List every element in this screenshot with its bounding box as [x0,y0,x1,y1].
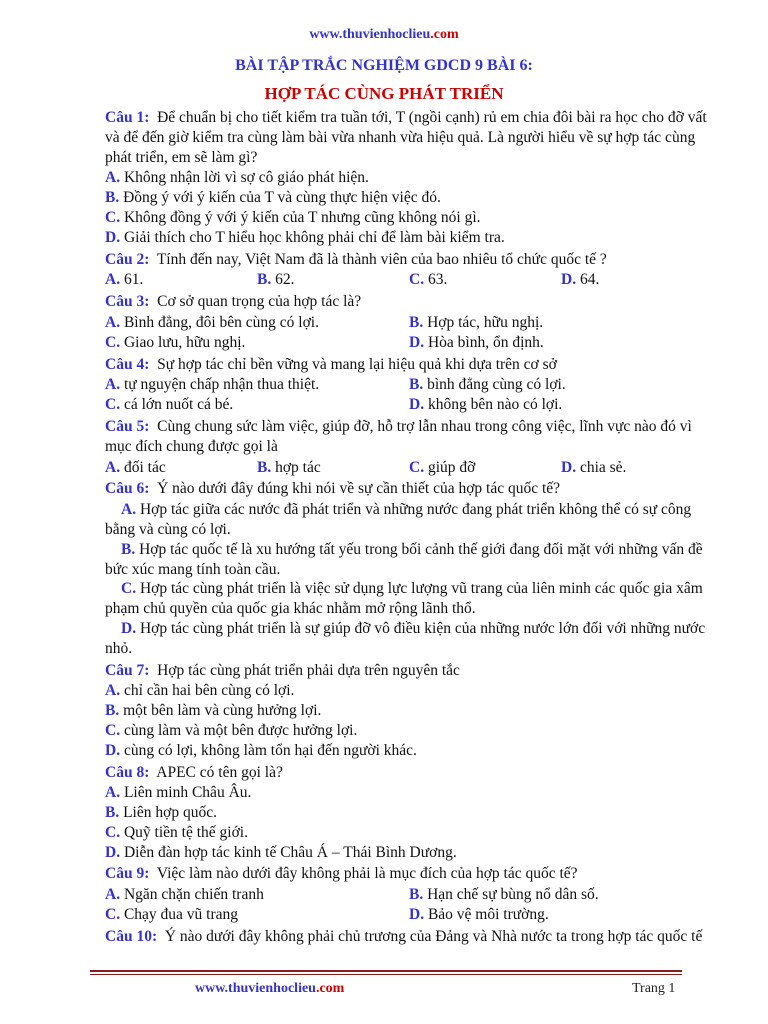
option-4b: B. bình đẳng cùng có lợi. [409,376,566,394]
option-1d: D. Giải thích cho T hiểu học không phải chỉ để làm bài kiểm tra. [105,228,505,246]
question-text: Để chuẩn bị cho tiết kiểm tra tuần tới, T (ngồi cạnh) rủ em chia đôi bài ra học cho đỡ vất và để đến giờ kiểm tra cùng làm bài vừa nhanh vừa hiệu quả. Là người hiểu về sự hợp tác cùng phát triển, em sẽ làm gì? [105,109,707,166]
option-1c: C. Không đồng ý với ý kiến của T nhưng cũng không nói gì. [105,208,481,226]
footer-site-link[interactable] [195,981,344,997]
question-number: Câu 6: [105,480,150,498]
document-subtitle: HỢP TÁC CÙNG PHÁT TRIỂN [264,84,504,103]
option-3c: C. Giao lưu, hữu nghị. [105,333,246,351]
question-number: Câu 4: [105,355,150,373]
question-text: APEC có tên gọi là? [156,763,283,781]
option-6d: D. Hợp tác cùng phát triển là sự giúp đỡ vô điều kiện của những nước lớn đối với những nước nhỏ. [105,619,706,657]
option-9a: A. Ngăn chặn chiến tranh [105,886,264,904]
option-9d: D. Bảo vệ môi trường. [409,906,549,924]
option-7d: D. cùng có lợi, không làm tổn hại đến người khác. [105,741,417,759]
option-8a: A. Liên minh Châu Âu. [105,784,252,802]
option-5b: B. hợp tác [257,458,321,476]
option-3a: A. Bình đẳng, đôi bên cùng có lợi. [105,313,319,331]
question-text: Ý nào dưới đây không phải chủ trương của Đảng và Nhà nước ta trong hợp tác quốc tế [164,927,703,945]
options-row-4b [105,395,717,415]
option-1a: A. Không nhận lời vì sợ cô giáo phát hiện. [105,169,369,187]
question-list [105,108,717,948]
document-title: BÀI TẬP TRẮC NGHIỆM GDCD 9 BÀI 6: [235,57,533,74]
question-number: Câu 8: [105,763,150,781]
option-1b: B. Đồng ý với ý kiến của T và cùng thực hiện việc đó. [105,189,441,207]
question-2 [105,250,717,270]
option-2a: A. 61. [105,271,144,289]
option-2b: B. 62. [257,271,295,289]
question-number: Câu 5: [105,417,150,435]
option-7c: C. cùng làm và một bên được hưởng lợi. [105,721,358,739]
question-10 [105,927,717,947]
option-5c: C. giúp đỡ [409,458,476,476]
footer-site-main: www.thuvienhoclieu [195,981,316,996]
option-9c: C. Chạy đua vũ trang [105,906,239,924]
options-row-3a [105,313,717,333]
options-row-3b [105,333,717,353]
question-text: Tính đến nay, Việt Nam đã là thành viên của bao nhiêu tổ chức quốc tế ? [156,250,607,268]
question-number: Câu 3: [105,293,150,311]
page-number: Trang 1 [632,981,676,996]
option-8c: C. Quỹ tiền tệ thế giới. [105,823,248,841]
option-7a: A. chỉ cần hai bên cùng có lợi. [105,682,295,700]
options-row-5 [105,458,717,478]
question-5 [105,417,717,457]
option-4d: D. không bên nào có lợi. [409,396,563,414]
option-6b: B. Hợp tác quốc tế là xu hướng tất yếu trong bối cảnh thế giới đang đối mặt với những vấn đề bức xúc mang tính toàn cầu. [105,540,703,578]
question-8 [105,763,717,783]
options-row-9b [105,905,717,925]
question-7 [105,661,717,681]
question-text: Cùng chung sức làm việc, giúp đỡ, hỗ trợ lẫn nhau trong công việc, lĩnh vực nào đó vì mục đích chung được gọi là [105,417,692,455]
option-8d: D. Diễn đàn hợp tác kinh tế Châu Á – Thái Bình Dương. [105,843,457,861]
option-9b: B. Hạn chế sự bùng nổ dân số. [409,886,599,904]
option-3b: B. Hợp tác, hữu nghị. [409,313,544,331]
question-6 [105,479,717,499]
option-6c: C. Hợp tác cùng phát triển là việc sử dụng lực lượng vũ trang của liên minh các quốc gia xâm phạm chủ quyền của quốc gia khác nhằm mở rộng lãnh thổ. [105,580,703,618]
option-2d: D. 64. [561,271,600,289]
option-7b: B. một bên làm và cùng hưởng lợi. [105,702,322,720]
option-3d: D. Hòa bình, ổn định. [409,333,544,351]
option-8b: B. Liên hợp quốc. [105,804,217,822]
question-3 [105,292,717,312]
footer-site-tld: .com [315,981,345,996]
question-text: Hợp tác cùng phát triển phải dựa trên nguyên tắc [157,661,460,679]
question-number: Câu 7: [105,661,150,679]
question-number: Câu 1: [105,109,150,126]
options-row-4a [105,375,717,395]
question-number: Câu 9: [105,865,150,883]
question-text: Cơ sở quan trọng của hợp tác là? [157,293,362,311]
header-site-tld: .com [430,27,459,42]
header-site-main: www.thuvienhoclieu [309,27,431,42]
footer-divider-thin [90,974,682,975]
option-6a: A. Hợp tác giữa các nước đã phát triển và những nước đang phát triển không thể có sự công bằng và cùng có lợi. [105,501,692,538]
question-text: Ý nào dưới đây đúng khi nói về sự cần thiết của hợp tác quốc tế? [157,480,561,498]
question-text: Sự hợp tác chỉ bền vững và mang lại hiệu quả khi dựa trên cơ sở [157,355,557,373]
options-row-9a [105,885,717,905]
header-site-link[interactable] [0,27,768,43]
option-5d: D. chia sẻ. [561,458,627,476]
option-4c: C. cá lớn nuốt cá bé. [105,396,234,414]
question-4 [105,355,717,375]
question-9 [105,864,717,884]
question-1 [105,108,717,167]
question-text: Việc làm nào dưới đây không phải là mục đích của hợp tác quốc tế? [156,865,578,883]
question-number: Câu 10: [105,927,158,945]
options-row-2 [105,270,717,290]
question-number: Câu 2: [105,250,150,268]
option-4a: A. tự nguyện chấp nhận thua thiệt. [105,376,320,394]
footer-divider [90,970,682,972]
option-2c: C. 63. [409,271,448,289]
option-5a: A. đối tác [105,458,166,476]
